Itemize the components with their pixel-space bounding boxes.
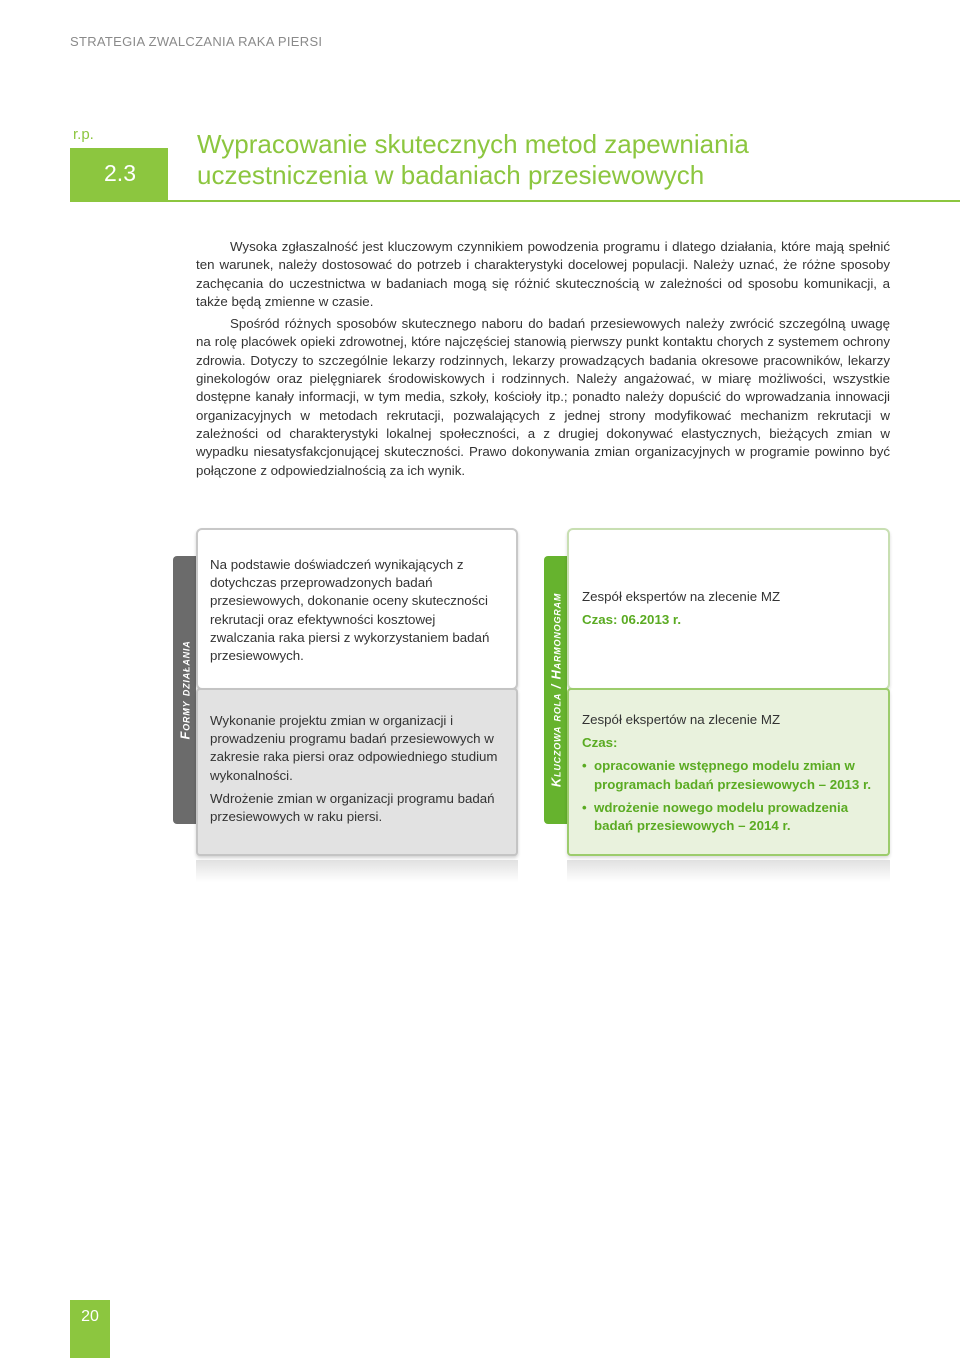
role-card-1-time: Czas: 06.2013 r.: [582, 612, 682, 628]
paragraph-1: Wysoka zgłaszalność jest kluczowym czynnikiem powodzenia programu i dlatego działania, które mają spełnić ten warunek, należy dostosować do potrzeb i charakterystyki docelowej populacji. Należy uznać, że różne sposoby zachęcania do uczestnictwa w badaniach mogą się różnić skutecznością w zależności od sposobu komunikacji, a także będą zmienne w czasie.: [196, 239, 890, 309]
action-card-2-para-1: Wykonanie projektu zmian w organizacji i prowadzeniu programu badań przesiewowych w zakresie raka piersi oraz odpowiedniego studium wykonalności.: [210, 713, 498, 783]
role-card-2-role: Zespół ekspertów na zlecenie MZ: [582, 712, 781, 727]
roles-tab: [544, 556, 567, 824]
list-item: • wdrożenie nowego modelu prowadzenia badań przesiewowych – 2014 r.: [582, 799, 876, 835]
role-card-1-role: Zespół ekspertów na zlecenie MZ: [582, 589, 781, 604]
section-title-line1: Wypracowanie skutecznych metod zapewniania: [197, 129, 749, 159]
role-card-2-time-label: Czas:: [582, 735, 618, 751]
role-card-2-list: [582, 757, 876, 835]
page-number-box: [70, 1300, 110, 1358]
action-card-2-para-2: Wdrożenie zmian w organizacji programu badań przesiewowych w raku piersi.: [210, 790, 495, 825]
role-card-2: [567, 688, 890, 856]
action-card-1-text: Na podstawie doświadczeń wynikających z dotychczas przeprowadzonych badań przesiewowych, dokonanie oceny skuteczności rekrutacji oraz efektywności kosztowej zwalczania raka piersi z wykorzystaniem badań przesiewowych.: [210, 557, 490, 664]
section-title: [197, 129, 857, 191]
action-card-2: [196, 688, 518, 856]
running-header: STRATEGIA ZWALCZANIA RAKA PIERSI: [70, 34, 323, 49]
section-title-line2: uczestniczenia w badaniach przesiewowych: [197, 160, 705, 190]
action-card-1: [196, 528, 518, 690]
list-item: • opracowanie wstępnego modelu zmian w programach badań przesiewowych – 2013 r.: [582, 757, 876, 793]
section-number: 2.3: [104, 160, 136, 186]
section-prefix: r.p.: [73, 126, 94, 143]
page-number: 20: [81, 1308, 99, 1325]
roles-tab-label: Kluczowa rola / Harmonogram: [548, 592, 563, 788]
actions-tab-label: Formy działania: [177, 640, 192, 740]
body-text: [196, 238, 890, 484]
card-reflection-right: [567, 860, 890, 882]
section-number-box: [70, 148, 168, 200]
actions-tab: [173, 556, 196, 824]
card-reflection-left: [196, 860, 518, 882]
paragraph-2: Spośród różnych sposobów skutecznego naboru do badań przesiewowych należy zwrócić szczególną uwagę na rolę placówek opieki zdrowotnej, które najczęściej stanowią pierwszy punkt kontaktu chorych z systemem ochrony zdrowia. Dotyczy to szczególnie lekarzy rodzinnych, lekarzy prowadzących badania okresowe pracowników, lekarzy ginekologów oraz pielęgniarek środowiskowych i rodzinnych. Należy angażować, w miarę możliwości, wszystkie dostępne kanały informacji, w tym media, szkoły, kościoły itp.; ponadto należy dopuścić do wprowadzania innowacji organizacyjnych w metodach rekrutacji, pozwalających z jednej strony modyfikować mechanizm rekrutacji w zależności od charakterystyki lokalnej społeczności, a z drugiej dokonywać elastycznych, bieżących zmian w wypadku niesatysfakcjonującej skuteczności. Prawo dokonywania zmian organizacyjnych w programie powinno być połączone z odpowiedzialnością za ich wynik.: [196, 316, 890, 478]
role-card-1: [567, 528, 890, 690]
title-divider: [70, 200, 960, 202]
